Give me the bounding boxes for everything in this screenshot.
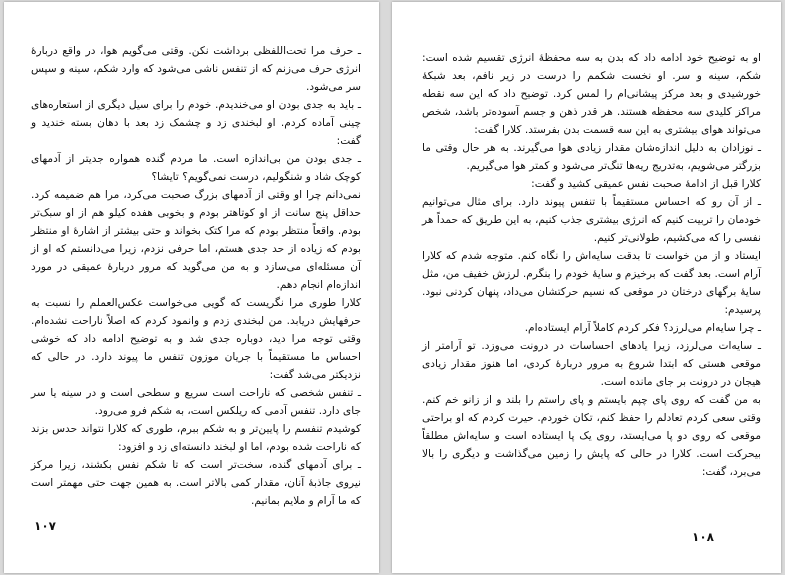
paragraph: ـ حرف مرا تحت‌اللفظی برداشت نکن. وقتی می‌گویم هوا، در واقع دربارهٔ انرژی حرف می‌زنم که از تنفس ناشی می‌شود که وارد شکم، سینه و سپس سر می‌شود. (31, 45, 361, 93)
paragraph: ایستاد و از من خواست تا بدقت سایه‌اش را نگاه کنم. متوجه شدم که کلارا آرام است. بعد گفت که برخیزم و سایهٔ خودم را بنگرم. لرزش خفیف من، مثل سایهٔ برگهای درختان در موقعی که نسیم حرکتشان می‌داد، پنهان کردنی نبود. پرسیدم: (422, 250, 761, 316)
right-page-text (422, 49, 761, 481)
paragraph: ـ نوزادان به دلیل اندازه‌شان مقدار زیادی هوا می‌گیرند. به هر حال وقتی ما بزرگتر می‌شویم، به‌تدریج ریه‌ها تنگ‌تر می‌شود و کمتر هوا می‌گیریم. (422, 142, 761, 172)
paragraph: کلارا طوری مرا نگریست که گویی می‌خواست عکس‌العملم را نسبت به حرفهایش دریابد. من لبخندی زدم و وانمود کردم که اصلاً ناراحت نشده‌ام. وقتی توجه مرا دید، دوباره جدی شد و به توضیح ادامه داد که خوشی احساس ما مستقیماً با جریان موزون تنفس ما پیوند دارد. در حالی که نزدیکتر می‌شد گفت: (31, 297, 361, 381)
page-number: ۱۰۸ (692, 530, 714, 544)
paragraph: کلارا قبل از ادامهٔ صحبت نفس عمیقی کشید و گفت: (531, 178, 761, 190)
paragraph: به من گفت که روی پای چپم بایستم و پای راستم را بلند و از زانو خم کنم. وقتی سعی کردم تعادلم را حفظ کنم، تکان خوردم. حیرت کردم که او براحتی موقعی که روی دو پا می‌ایستد، روی یک پا ایستاده است و سایه‌اش مطلقاً بیحرکت است. کلارا در حالی که پایش را زمین می‌گذاشت و دیگری را بالا می‌برد، گفت: (422, 394, 761, 478)
page-number: ۱۰۷ (34, 519, 56, 533)
left-page (4, 2, 379, 573)
paragraph: ـ برای آدمهای گنده، سخت‌تر است که تا شکم نفس بکشند، زیرا مرکز نیروی جاذبهٔ آنان، مقدار کمی بالاتر است. به همین جهت حتی مهمتر است که ما آرام و ملایم بمانیم. (31, 459, 361, 507)
right-page (392, 2, 781, 573)
paragraph: ـ تنفس شخصی که ناراحت است سریع و سطحی است و در سینه یا سر جای دارد. تنفس آدمی که ریلکس است، به شکم فرو می‌رود. (31, 387, 361, 417)
paragraph: ـ جدی بودن من بی‌اندازه است. ما مردم گنده همواره جدیتر از آدمهای کوچک شاد و شنگولیم، درست نمی‌گویم؟ تایشا؟ (31, 153, 361, 183)
paragraph: ـ از آن رو که احساس مستقیماً با تنفس پیوند دارد. برای مثال می‌توانیم خودمان را تربیت کنیم که انرژی بیشتری جذب کنیم، به این طریق که حمداً هر نفسی را که می‌کشیم، طولانی‌تر کنیم. (422, 196, 761, 244)
left-page-text (31, 42, 361, 510)
paragraph: ـ سایه‌ات می‌لرزد، زیرا یادهای احساسات در درونت می‌وزد. تو آرامتر از موقعی هستی که ابتدا شروع به مرور دربارهٔ کردی، اما هنوز مقدار زیادی هیجان در درونت بر جای مانده است. (422, 340, 761, 388)
paragraph: ـ باید به جدی بودن او می‌خندیدم. خودم را برای سیل دیگری از استعاره‌های چینی آماده کردم. او لبخندی زد و چشمک زد بعد با دهان بسته خندید و گفت: (31, 99, 361, 147)
paragraph: نمی‌دانم چرا او وقتی از آدمهای بزرگ صحبت می‌کرد، مرا هم ضمیمه کرد. حداقل پنج سانت از او کوتاهتر بودم و بخوبی هفده کیلو هم از او سبک‌تر بودم. واقعاً منتظر بودم که مرا کتک بخواند و حتی بیشتر از اشارهٔ او منتظر بودم که زیاده از حد جدی هستم، اما حرفی نزدم، زیرا می‌دانستم که او از آن مسئله‌ای می‌سازد و به من می‌گوید که مرور دربارهٔ عمیقی در مورد اندازه‌ام انجام دهم. (31, 189, 361, 291)
paragraph: کوشیدم تنفسم را پایین‌تر و به شکم ببرم، طوری که کلارا نتواند حدس بزند که ناراحت شده بودم، اما او لبخند دانسته‌ای زد و افزود: (31, 423, 361, 453)
paragraph: او به توضیح خود ادامه داد که بدن به سه محفظهٔ انرژی تقسیم شده است: شکم، سینه و سر. او نخست شکمم را درست در زیر نافم، بعد شبکهٔ خورشیدی و بعد مرکز پیشانی‌ام را لمس کرد. توضیح داد که این سه نقطه مراکز کلیدی سه محفظه هستند. هر قدر ذهن و جسم آسوده‌تر باشد، شخص می‌تواند هوای بیشتری به این سه قسمت بدن بفرستد. کلارا گفت: (422, 52, 761, 136)
paragraph: ـ چرا سایه‌ام می‌لرزد؟ فکر کردم کاملاً آرام ایستاده‌ام. (524, 322, 761, 334)
